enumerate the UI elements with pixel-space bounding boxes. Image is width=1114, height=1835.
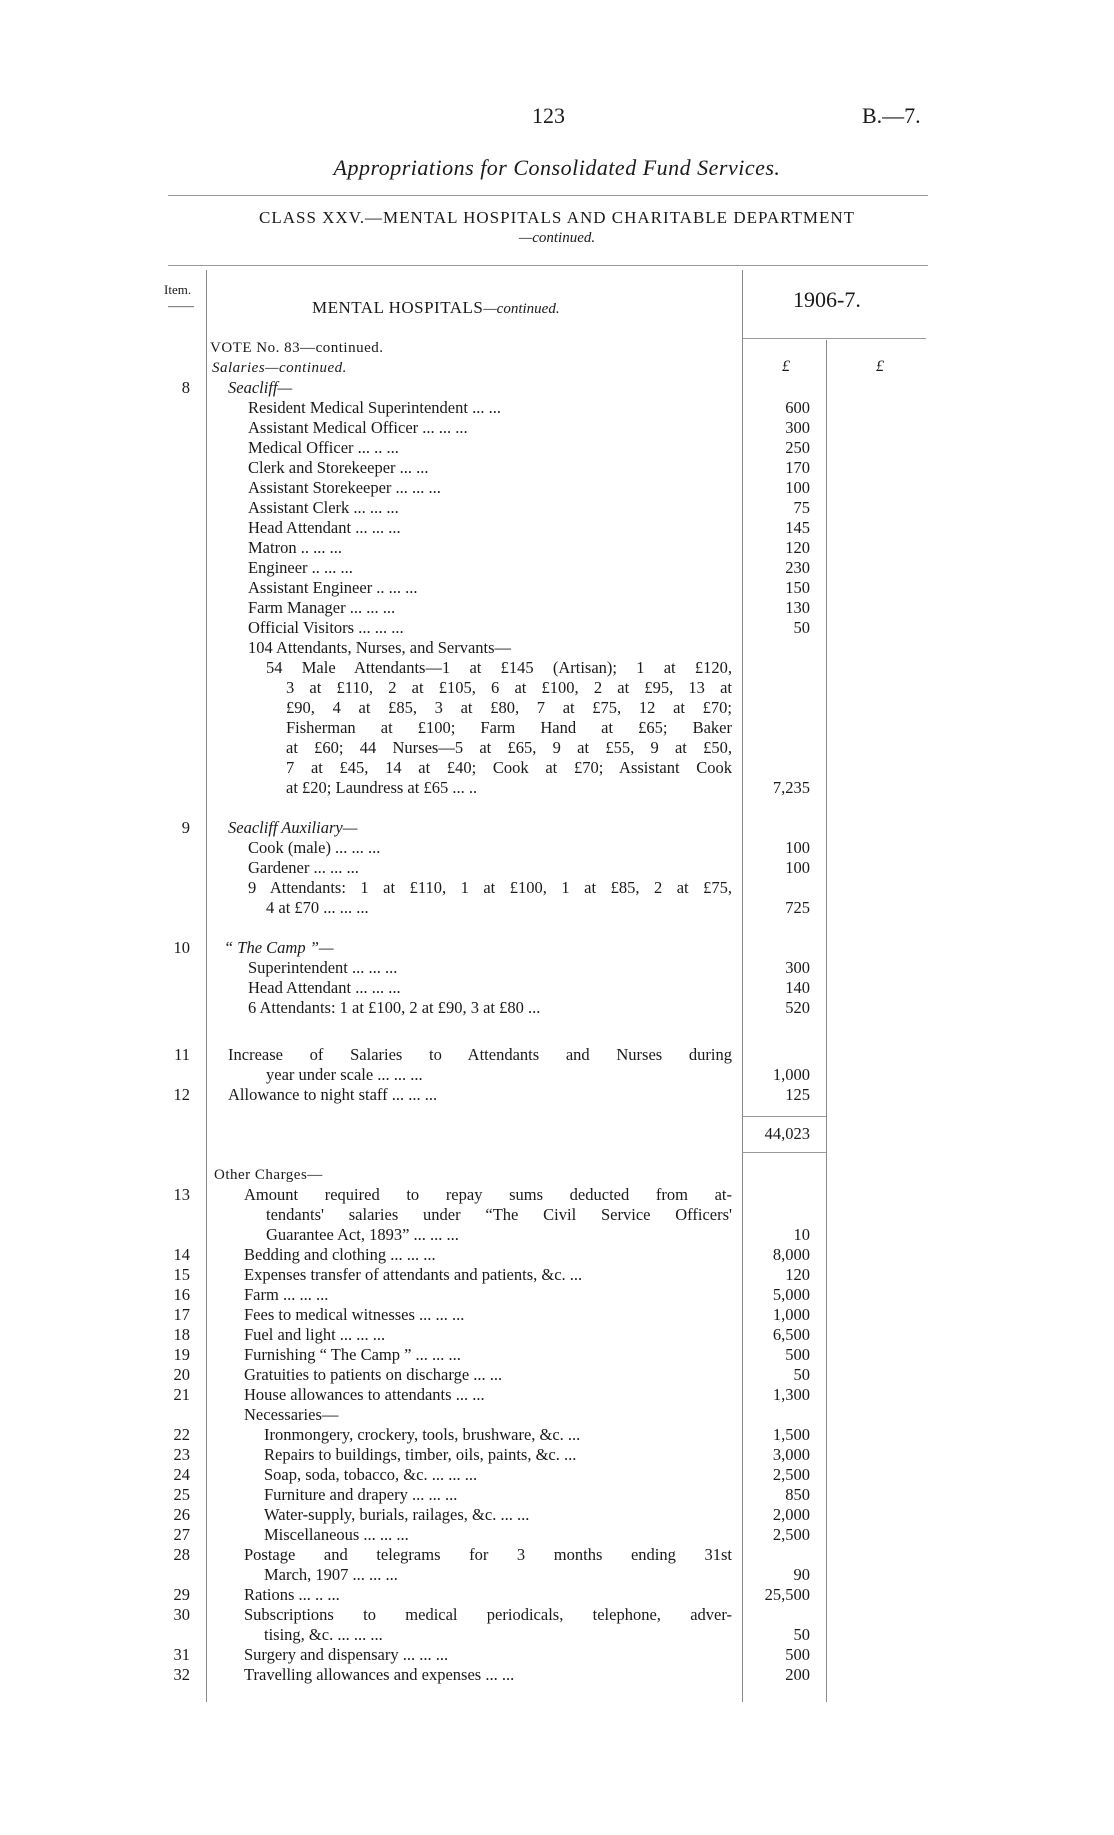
item-number: 20 bbox=[173, 1365, 190, 1384]
row-description: Postage and telegrams for 3 months ending 31st bbox=[244, 1545, 732, 1564]
row-description: Matron .. ... ... bbox=[248, 538, 342, 557]
item-number: 32 bbox=[173, 1665, 190, 1684]
column-heading-continued: —continued. bbox=[483, 301, 560, 317]
item-number: 28 bbox=[173, 1545, 190, 1564]
row-description: Superintendent ... ... ... bbox=[248, 958, 398, 977]
row-description: Clerk and Storekeeper ... ... bbox=[248, 458, 429, 477]
item-column-rule bbox=[206, 270, 207, 1702]
total-bottom-rule bbox=[742, 1152, 826, 1153]
row-description: Fees to medical witnesses ... ... ... bbox=[244, 1305, 465, 1324]
class-heading-continued: —continued. bbox=[518, 230, 596, 246]
row-amount: 300 bbox=[785, 958, 810, 977]
row-description: Increase of Salaries to Attendants and Nurses during bbox=[228, 1045, 732, 1064]
row-description: Assistant Clerk ... ... ... bbox=[248, 498, 399, 517]
row-amount: 100 bbox=[785, 858, 810, 877]
row-amount: 100 bbox=[785, 478, 810, 497]
row-amount: 120 bbox=[785, 538, 810, 557]
row-amount: 250 bbox=[785, 438, 810, 457]
row-amount: 520 bbox=[785, 998, 810, 1017]
item-number: 22 bbox=[173, 1425, 190, 1444]
item-number: 24 bbox=[173, 1465, 190, 1484]
total-top-rule bbox=[742, 1116, 826, 1117]
item-number: 31 bbox=[173, 1645, 190, 1664]
row-amount: 2,500 bbox=[772, 1525, 810, 1544]
row-description: Furnishing “ The Camp ” ... ... ... bbox=[244, 1345, 461, 1364]
row-amount: 1,300 bbox=[772, 1385, 810, 1404]
page-number: 123 bbox=[532, 103, 565, 128]
item-number: 25 bbox=[173, 1485, 190, 1504]
row-description: 4 at £70 ... ... ... bbox=[266, 898, 369, 917]
row-amount: 725 bbox=[785, 898, 810, 917]
row-amount: 25,500 bbox=[764, 1585, 810, 1604]
row-description: Fuel and light ... ... ... bbox=[244, 1325, 386, 1344]
item-number: 9 bbox=[181, 818, 190, 837]
column-heading bbox=[312, 298, 560, 318]
row-amount: 1,000 bbox=[772, 1065, 810, 1084]
item-number: 12 bbox=[173, 1085, 190, 1104]
row-description: Official Visitors ... ... ... bbox=[248, 618, 404, 637]
row-description: Head Attendant ... ... ... bbox=[248, 978, 401, 997]
row-amount: 100 bbox=[785, 838, 810, 857]
row-amount: 120 bbox=[785, 1265, 810, 1284]
document-reference: B.—7. bbox=[862, 103, 921, 128]
row-description: Salaries—continued. bbox=[212, 360, 347, 376]
row-description: Expenses transfer of attendants and patients, &c. ... bbox=[244, 1265, 583, 1284]
pound-sign-col2: £ bbox=[876, 358, 884, 375]
row-description: House allowances to attendants ... ... bbox=[244, 1385, 485, 1404]
row-description: Head Attendant ... ... ... bbox=[248, 518, 401, 537]
item-number: 18 bbox=[173, 1325, 190, 1344]
row-description: £90, 4 at £85, 3 at £80, 7 at £75, 12 at £70; bbox=[286, 698, 732, 717]
row-amount: 7,235 bbox=[772, 778, 810, 797]
year-heading-rule bbox=[742, 338, 926, 339]
page-title: Appropriations for Consolidated Fund Services. bbox=[333, 155, 781, 180]
row-description: Assistant Engineer .. ... ... bbox=[248, 578, 418, 597]
row-description: at £20; Laundress at £65 ... .. bbox=[286, 778, 478, 797]
item-number: 14 bbox=[173, 1245, 190, 1264]
year-heading: 1906-7. bbox=[793, 287, 861, 312]
row-amount: 500 bbox=[785, 1645, 810, 1664]
row-amount: 8,000 bbox=[772, 1245, 810, 1264]
row-amount: 200 bbox=[785, 1665, 810, 1684]
row-description: Seacliff Auxiliary— bbox=[228, 818, 358, 837]
row-description: Water-supply, burials, railages, &c. ... ... bbox=[264, 1505, 530, 1524]
row-description: Surgery and dispensary ... ... ... bbox=[244, 1645, 449, 1664]
row-amount: 3,000 bbox=[772, 1445, 810, 1464]
row-description: Farm ... ... ... bbox=[244, 1285, 329, 1304]
row-amount: 5,000 bbox=[772, 1285, 810, 1304]
class-heading: CLASS XXV.—MENTAL HOSPITALS AND CHARITABLE DEPARTMENT bbox=[258, 208, 856, 227]
row-description: Amount required to repay sums deducted from at- bbox=[244, 1185, 732, 1204]
item-number: 26 bbox=[173, 1505, 190, 1524]
row-description: Rations ... .. ... bbox=[244, 1585, 340, 1604]
row-amount: 130 bbox=[785, 598, 810, 617]
row-description: 9 Attendants: 1 at £110, 1 at £100, 1 at £85, 2 at £75, bbox=[248, 878, 732, 897]
pound-sign-col1: £ bbox=[782, 358, 790, 375]
row-amount: 140 bbox=[785, 978, 810, 997]
row-description: March, 1907 ... ... ... bbox=[264, 1565, 398, 1584]
title-rule bbox=[168, 195, 928, 196]
item-number: 16 bbox=[173, 1285, 190, 1304]
row-amount: 125 bbox=[785, 1085, 810, 1104]
row-amount: 75 bbox=[793, 498, 810, 517]
row-description: Necessaries— bbox=[244, 1405, 339, 1424]
row-description: Engineer .. ... ... bbox=[248, 558, 353, 577]
item-number: 30 bbox=[173, 1605, 190, 1624]
row-description: tendants' salaries under “The Civil Service Officers' bbox=[266, 1205, 732, 1224]
row-description: 3 at £110, 2 at £105, 6 at £100, 2 at £95, 13 at bbox=[286, 678, 732, 697]
row-description: Bedding and clothing ... ... ... bbox=[244, 1245, 436, 1264]
row-description: Guarantee Act, 1893” ... ... ... bbox=[266, 1225, 459, 1244]
row-description: Gardener ... ... ... bbox=[248, 858, 359, 877]
row-amount: 230 bbox=[785, 558, 810, 577]
row-description: at £60; 44 Nurses—5 at £65, 9 at £55, 9 at £50, bbox=[286, 738, 732, 757]
row-amount: 1,000 bbox=[772, 1305, 810, 1324]
row-amount: 300 bbox=[785, 418, 810, 437]
row-amount: 170 bbox=[785, 458, 810, 477]
item-number: 19 bbox=[173, 1345, 190, 1364]
row-description: Subscriptions to medical periodicals, telephone, adver- bbox=[244, 1605, 732, 1624]
row-description: Resident Medical Superintendent ... ... bbox=[248, 398, 501, 417]
table-top-rule bbox=[168, 265, 928, 266]
item-number: 21 bbox=[173, 1385, 190, 1404]
row-amount: 50 bbox=[793, 1625, 810, 1644]
row-description: Gratuities to patients on discharge ... ... bbox=[244, 1365, 503, 1384]
row-amount: 2,500 bbox=[772, 1465, 810, 1484]
row-amount: 850 bbox=[785, 1485, 810, 1504]
item-number: 17 bbox=[173, 1305, 190, 1324]
row-amount: 6,500 bbox=[772, 1325, 810, 1344]
item-number: 15 bbox=[173, 1265, 190, 1284]
row-description: VOTE No. 83—continued. bbox=[210, 340, 384, 356]
salaries-total: 44,023 bbox=[764, 1124, 810, 1143]
row-description: “ The Camp ”— bbox=[224, 938, 334, 957]
subtotal-column-rule bbox=[826, 340, 827, 1702]
row-description: Travelling allowances and expenses ... ... bbox=[244, 1665, 515, 1684]
item-column-header: Item. bbox=[164, 282, 192, 297]
row-amount: 145 bbox=[785, 518, 810, 537]
row-description: 7 at £45, 14 at £40; Cook at £70; Assistant Cook bbox=[286, 758, 732, 777]
row-amount: 50 bbox=[793, 618, 810, 637]
row-description: tising, &c. ... ... ... bbox=[264, 1625, 383, 1644]
row-amount: 2,000 bbox=[772, 1505, 810, 1524]
row-description: Miscellaneous ... ... ... bbox=[264, 1525, 409, 1544]
item-number: 10 bbox=[173, 938, 190, 957]
row-description: Ironmongery, crockery, tools, brushware, &c. ... bbox=[264, 1425, 581, 1444]
item-number: 13 bbox=[173, 1185, 190, 1204]
row-description: Other Charges— bbox=[214, 1167, 323, 1183]
row-description: Seacliff— bbox=[228, 378, 293, 397]
row-description: 54 Male Attendants—1 at £145 (Artisan); 1 at £120, bbox=[266, 658, 732, 677]
row-amount: 50 bbox=[793, 1365, 810, 1384]
item-number: 29 bbox=[173, 1585, 190, 1604]
column-heading-text: MENTAL HOSPITALS bbox=[312, 298, 484, 317]
row-description: year under scale ... ... ... bbox=[266, 1065, 423, 1084]
row-description: Repairs to buildings, timber, oils, paints, &c. ... bbox=[264, 1445, 577, 1464]
row-description: 104 Attendants, Nurses, and Servants— bbox=[248, 638, 512, 657]
item-number: 11 bbox=[174, 1045, 190, 1064]
row-description: Furniture and drapery ... ... ... bbox=[264, 1485, 458, 1504]
row-amount: 90 bbox=[793, 1565, 810, 1584]
row-description: Soap, soda, tobacco, &c. ... ... ... bbox=[264, 1465, 478, 1484]
row-amount: 150 bbox=[785, 578, 810, 597]
item-number: 27 bbox=[173, 1525, 190, 1544]
item-number: 8 bbox=[181, 378, 190, 397]
row-description: 6 Attendants: 1 at £100, 2 at £90, 3 at £80 ... bbox=[248, 998, 541, 1017]
row-amount: 1,500 bbox=[772, 1425, 810, 1444]
item-number: 23 bbox=[173, 1445, 190, 1464]
row-amount: 500 bbox=[785, 1345, 810, 1364]
row-description: Allowance to night staff ... ... ... bbox=[228, 1085, 438, 1104]
row-description: Fisherman at £100; Farm Hand at £65; Baker bbox=[286, 718, 732, 737]
row-description: Medical Officer ... .. ... bbox=[248, 438, 399, 457]
row-description: Assistant Medical Officer ... ... ... bbox=[248, 418, 468, 437]
row-amount: 600 bbox=[785, 398, 810, 417]
row-description: Farm Manager ... ... ... bbox=[248, 598, 396, 617]
item-header-dash: —— bbox=[168, 298, 194, 313]
row-description: Cook (male) ... ... ... bbox=[248, 838, 381, 857]
row-amount: 10 bbox=[793, 1225, 810, 1244]
row-description: Assistant Storekeeper ... ... ... bbox=[248, 478, 441, 497]
